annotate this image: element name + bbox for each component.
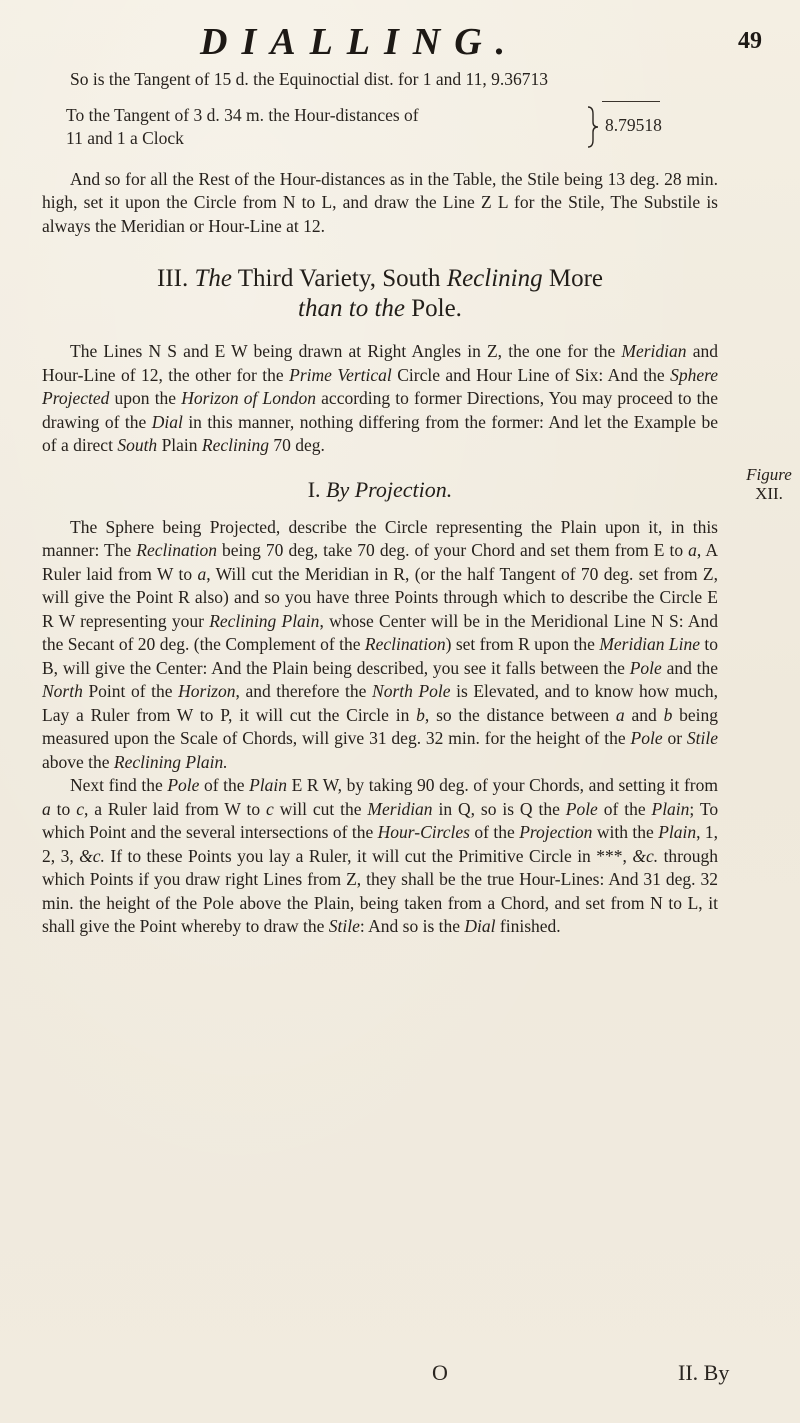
tangent-label — [66, 104, 586, 151]
figure-label: Figure — [746, 465, 792, 484]
tangent-line-a: To the Tangent of 3 d. 34 m. the Hour-distances of — [66, 104, 419, 125]
figure-number: XII. — [755, 484, 783, 503]
paragraph-lines: The Lines N S and E W being drawn at Right Angles in Z, the one for the Meridian and Hour-Line of 12, the other for the Prime Vertical Circle and Hour Line of Six: And the Sphere Projected upon the Horizon of London according to former Directions, You may proceed to the drawing of the Dial in this manner, nothing differing from the former: And let the Example be of a direct South Plain Reclining 70 deg. — [42, 341, 719, 455]
paragraph-stile: And so for all the Rest of the Hour-distances as in the Table, the Stile being 13 deg. 28 min. high, set it upon the Circle from N to L, and draw the Line Z L for the Stile, The Substile is always the Meridian or Hour-Line at 12. — [42, 168, 718, 236]
catchword: II. By — [678, 1360, 730, 1385]
paragraph-projection: The Sphere being Projected, describe the Circle representing the Plain upon it, in this manner: The Reclination being 70 deg, take 70 deg. of your Chord and set them from E to a, A Ruler laid from W to a, Will cut the Meridian in R, (or the half Tangent of 70 deg. set from Z, will give the Point R also) and so you have three Points through which to describe the Circle E R W representing your Reclining Plain, whose Center will be in the Meridional Line N S: And the Secant of 20 deg. (the Complement of the Reclination) set from R upon the Meridian Line to B, will give the Center: And the Plain being described, you see it falls between the Pole and the North Point of the Horizon, and therefore the North Pole is Elevated, and to know how much, Lay a Ruler from W to P, it will cut the Circle in b, so the distance between a and b being measured upon the Scale of Chords, will give 31 deg. 32 min. for the height of the Pole or Stile above the Reclining Plain. — [42, 516, 719, 772]
tangent-line-b: 11 and 1 a Clock — [66, 128, 184, 148]
page-number: 49 — [738, 28, 762, 54]
subsection-title: I. By Projection. — [307, 476, 453, 502]
page-header — [0, 8, 800, 68]
brace-icon — [587, 106, 599, 148]
tangent-calculation — [42, 104, 718, 154]
running-head: DIALLING. — [200, 21, 520, 63]
tangent-value: 8.79518 — [605, 114, 662, 135]
section-title-line2: than to the Pole. — [298, 295, 462, 322]
section-title: III. The Third Variety, South Reclining More — [156, 265, 604, 292]
divider-rule — [602, 101, 660, 102]
page-body — [42, 60, 718, 939]
intro-line: So is the Tangent of 15 d. the Equinoctial dist. for 1 and 11, 9.36713 — [70, 69, 549, 89]
figure-margin-note — [744, 465, 794, 503]
signature-mark: O — [432, 1360, 448, 1385]
paragraph-pole: Next find the Pole of the Plain E R W, by taking 90 deg. of your Chords, and setting it from a to c, a Ruler laid from W to c will cut the Meridian in Q, so is Q the Pole of the Plain; To which Point and the several intersections of the Hour-Circles of the Projection with the Plain, 1, 2, 3, &c. If to these Points you lay a Ruler, it will cut the Primitive Circle in ***, &c. through which Points if you draw right Lines from Z, they shall be the true Hour-Lines: And 31 deg. 32 min. the height of the Pole above the Plain, being taken from a Chord, and set from N to L, it shall give the Point whereby to draw the Stile: And so is the Dial finished. — [42, 775, 719, 936]
page-footer — [0, 1360, 800, 1400]
